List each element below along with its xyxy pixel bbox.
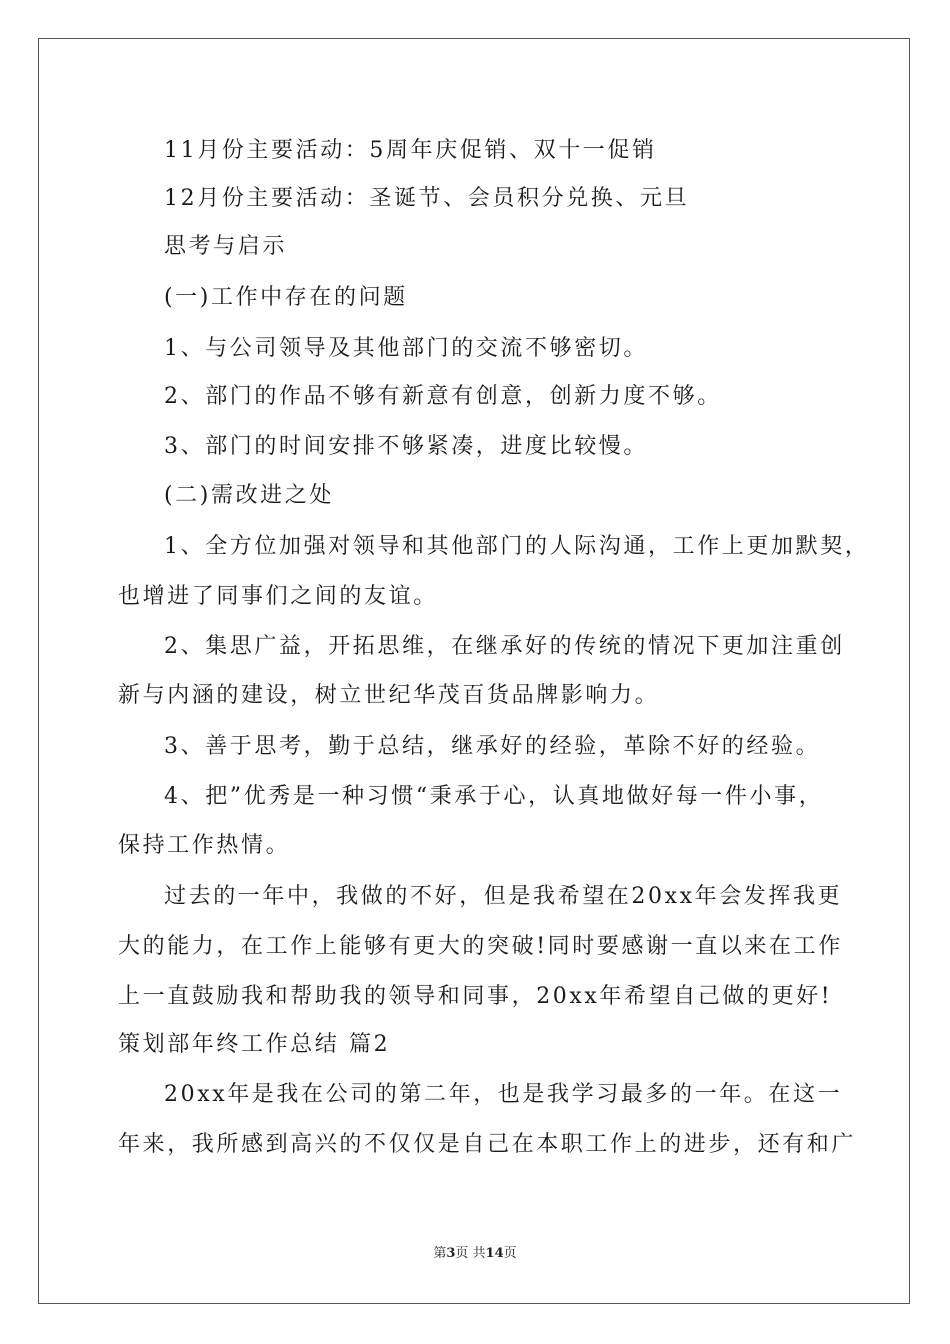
text-line: 2、部门的作品不够有新意有创意，创新力度不够。 bbox=[164, 384, 722, 409]
page-prefix: 第 bbox=[433, 1246, 447, 1261]
page-mid: 页 共 bbox=[455, 1246, 486, 1261]
text-line: 2、集思广益，开拓思维，在继承好的传统的情况下更加注重创 bbox=[164, 634, 845, 659]
page-footer bbox=[0, 1246, 950, 1262]
section-heading: 思考与启示 bbox=[164, 234, 288, 259]
text-line: 20xx年是我在公司的第二年，也是我学习最多的一年。在这一 bbox=[164, 1082, 843, 1107]
text-line: 上一直鼓励我和帮助我的领导和同事，20xx年希望自己做的更好! bbox=[118, 984, 833, 1009]
article-title: 策划部年终工作总结 篇2 bbox=[118, 1032, 391, 1057]
text-line: 年来，我所感到高兴的不仅仅是自己在本职工作上的进步，还有和广 bbox=[118, 1132, 857, 1157]
text-line: 1、与公司领导及其他部门的交流不够密切。 bbox=[164, 336, 648, 361]
text-line: 保持工作热情。 bbox=[118, 833, 291, 858]
text-line: 12月份主要活动：圣诞节、会员积分兑换、元旦 bbox=[164, 186, 690, 211]
text-line: 1、全方位加强对领导和其他部门的人际沟通，工作上更加默契， bbox=[164, 534, 870, 559]
total-page-number: 14 bbox=[485, 1246, 504, 1261]
text-line: 也增进了同事们之间的友谊。 bbox=[118, 584, 438, 609]
text-line: 新与内涵的建设，树立世纪华茂百货品牌影响力。 bbox=[118, 683, 660, 708]
text-line: 4、把”优秀是一种习惯“秉承于心，认真地做好每一件小事， bbox=[164, 784, 824, 809]
current-page-number: 3 bbox=[446, 1246, 456, 1261]
page-border bbox=[38, 38, 910, 1304]
subsection-heading: (二)需改进之处 bbox=[164, 483, 334, 508]
subsection-heading: (一)工作中存在的问题 bbox=[164, 285, 408, 310]
page-suffix: 页 bbox=[503, 1246, 517, 1261]
text-line: 大的能力，在工作上能够有更大的突破!同时要感谢一直以来在工作 bbox=[118, 934, 843, 959]
text-line: 3、部门的时间安排不够紧凑，进度比较慢。 bbox=[164, 434, 648, 459]
text-line: 11月份主要活动：5周年庆促销、双十一促销 bbox=[164, 138, 657, 163]
text-line: 3、善于思考，勤于总结，继承好的经验，革除不好的经验。 bbox=[164, 734, 821, 759]
text-line: 过去的一年中，我做的不好，但是我希望在20xx年会发挥我更 bbox=[164, 884, 843, 909]
